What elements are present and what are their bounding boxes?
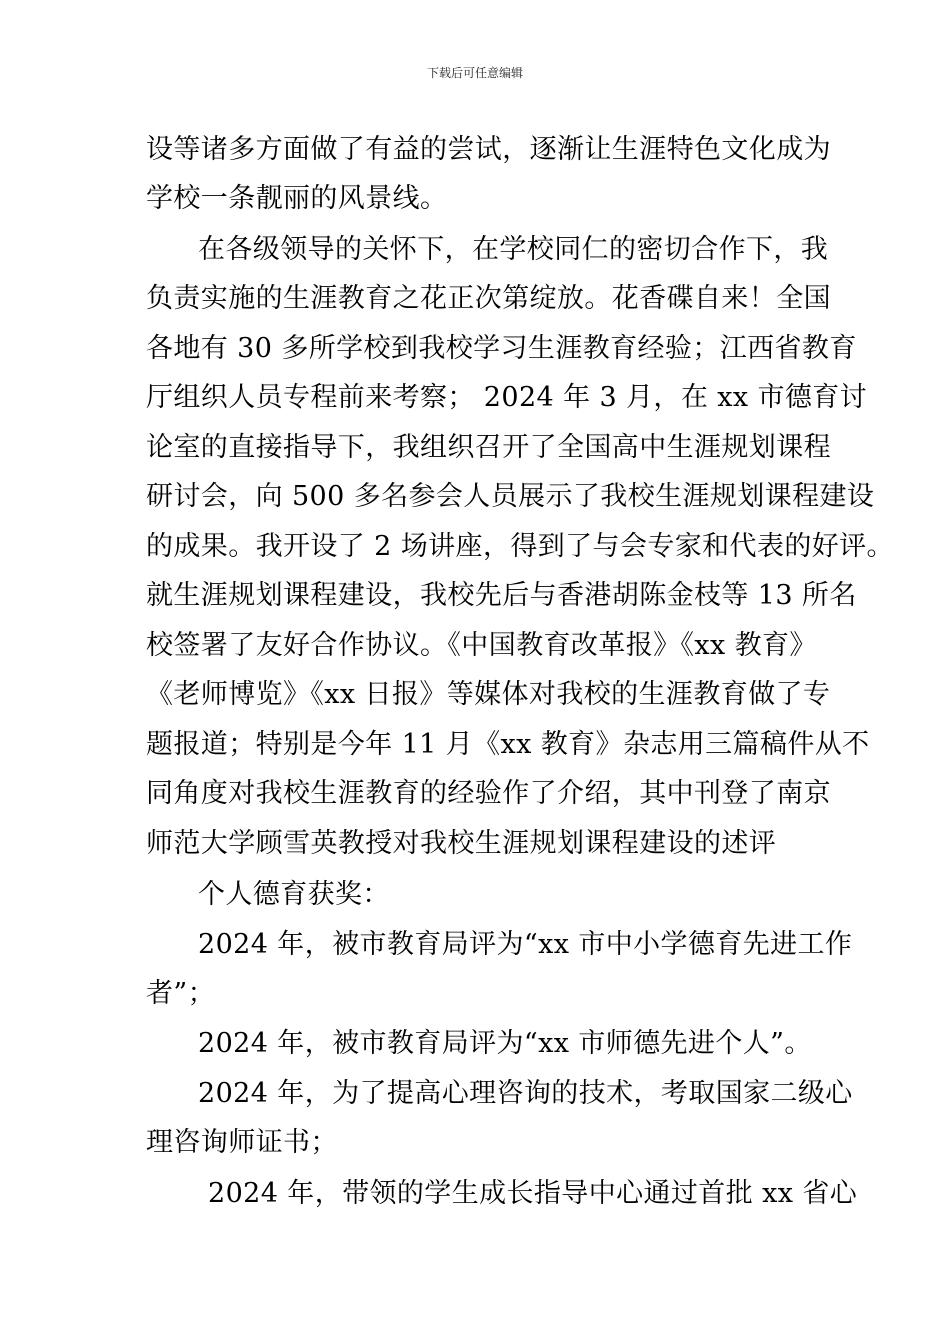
text-line: 在各级领导的关怀下，在学校同仁的密切合作下，我 bbox=[198, 234, 829, 265]
text-line: 2024 年，带领的学生成长指导中心通过首批 xx 省心 bbox=[208, 1178, 858, 1209]
text-line: 设等诸多方面做了有益的尝试，逐渐让生涯特色文化成为 bbox=[146, 134, 831, 165]
text-line: 研讨会，向 500 多名参会人员展示了我校生涯规划课程建设 bbox=[146, 481, 875, 512]
text-line: 2024 年，被市教育局评为“xx 市师德先进个人”。 bbox=[198, 1028, 812, 1059]
text-line: 的成果。我开设了 2 场讲座，得到了与会专家和代表的好评。 bbox=[146, 531, 894, 562]
text-line: 师范大学顾雪英教授对我校生涯规划课程建设的述评 bbox=[146, 828, 777, 859]
text-line: 各地有 30 多所学校到我校学习生涯教育经验；江西省教育 bbox=[146, 333, 857, 364]
text-line: 论室的直接指导下，我组织召开了全国高中生涯规划课程 bbox=[146, 432, 831, 463]
page-header: 下载后可任意编辑 bbox=[426, 66, 523, 80]
text-line: 2024 年，被市教育局评为“xx 市中小学德育先进工作 bbox=[198, 929, 853, 960]
text-line: 理咨询师证书； bbox=[146, 1127, 338, 1158]
text-line: 者”； bbox=[146, 978, 216, 1009]
text-line: 个人德育获奖： bbox=[198, 879, 390, 910]
text-line: 厅组织人员专程前来考察； 2024 年 3 月，在 xx 市德育讨 bbox=[146, 382, 868, 413]
text-line: 学校一条靓丽的风景线。 bbox=[146, 183, 448, 214]
text-line: 校签署了友好合作协议。《中国教育改革报》《xx 教育》 bbox=[146, 630, 817, 661]
text-line: 2024 年，为了提高心理咨询的技术，考取国家二级心 bbox=[198, 1078, 853, 1109]
text-line: 同角度对我校生涯教育的经验作了介绍，其中刊登了南京 bbox=[146, 778, 831, 809]
text-line: 题报道；特别是今年 11 月《xx 教育》杂志用三篇稿件从不 bbox=[146, 729, 870, 760]
text-line: 负责实施的生涯教育之花正次第绽放。花香碟自来！全国 bbox=[146, 283, 831, 314]
text-line: 《老师博览》《xx 日报》等媒体对我校的生涯教育做了专 bbox=[146, 679, 831, 710]
text-line: 就生涯规划课程建设，我校先后与香港胡陈金枝等 13 所名 bbox=[146, 580, 857, 611]
